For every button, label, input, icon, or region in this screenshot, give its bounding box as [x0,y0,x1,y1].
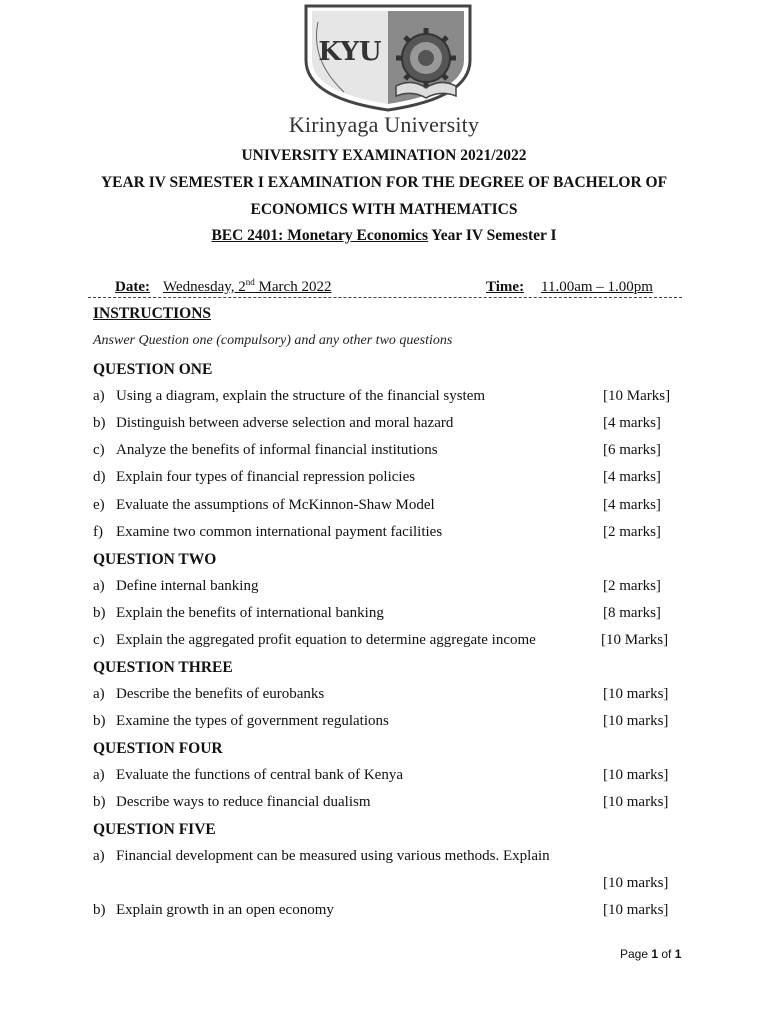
question-part: a) Using a diagram, explain the structure of the financial system [10 Marks] [93,388,671,404]
question-part: f) Examine two common international payment facilities [2 marks] [93,524,661,540]
question-part: d) Explain four types of financial repression policies [4 marks] [93,469,661,485]
date-value: Wednesday, 2nd March 2022 [163,277,332,295]
question-part: e) Evaluate the assumptions of McKinnon-Shaw Model [4 marks] [93,497,661,513]
date-time-line [88,279,682,298]
question-part: b) Explain growth in an open economy [10 marks] [93,902,669,918]
question-part: b) Explain the benefits of international banking [8 marks] [93,605,661,621]
course-heading [0,227,768,245]
question-five-title: QUESTION FIVE [93,821,216,838]
question-part: a) Define internal banking [2 marks] [93,578,661,594]
university-name: Kirinyaga University [288,112,480,137]
question-part: c) Analyze the benefits of informal financial institutions [6 marks] [93,442,661,458]
instructions-heading: INSTRUCTIONS [93,305,212,322]
question-part: a) Financial development can be measured using various methods. Explain [93,848,550,864]
time-value: 11.00am – 1.00pm [541,279,653,295]
question-one-title: QUESTION ONE [93,361,213,378]
question-part: b) Distinguish between adverse selection and moral hazard [4 marks] [93,415,661,431]
university-logo [288,0,480,112]
date-label: Date: [115,279,150,295]
question-part: b) Examine the types of government regulations [10 marks] [93,713,669,729]
course-code: BEC 2401: Monetary Economics [211,227,428,244]
page-number: Page 1 of 1 [620,947,682,961]
question-part-marks: [10 marks] [603,875,669,891]
exam-degree-heading: YEAR IV SEMESTER I EXAMINATION FOR THE DEGREE OF BACHELOR OF [100,174,668,191]
question-part: a) Evaluate the functions of central bank of Kenya [10 marks] [93,767,669,783]
instructions-note: Answer Question one (compulsory) and any other two questions [93,333,453,348]
time-label: Time: [486,279,525,295]
exam-year-heading: UNIVERSITY EXAMINATION 2021/2022 [241,147,527,164]
course-suffix: Year IV Semester I [427,227,557,244]
question-three-title: QUESTION THREE [93,659,233,676]
exam-programme-heading: ECONOMICS WITH MATHEMATICS [250,201,518,218]
question-four-title: QUESTION FOUR [93,740,223,757]
question-two-title: QUESTION TWO [93,551,217,568]
question-part: c) Explain the aggregated profit equation to determine aggregate income [10 Marks] [93,632,669,648]
logo-letters: KYU [318,37,382,67]
question-part: b) Describe ways to reduce financial dualism [10 marks] [93,794,669,810]
question-part: a) Describe the benefits of eurobanks [10 marks] [93,686,669,702]
